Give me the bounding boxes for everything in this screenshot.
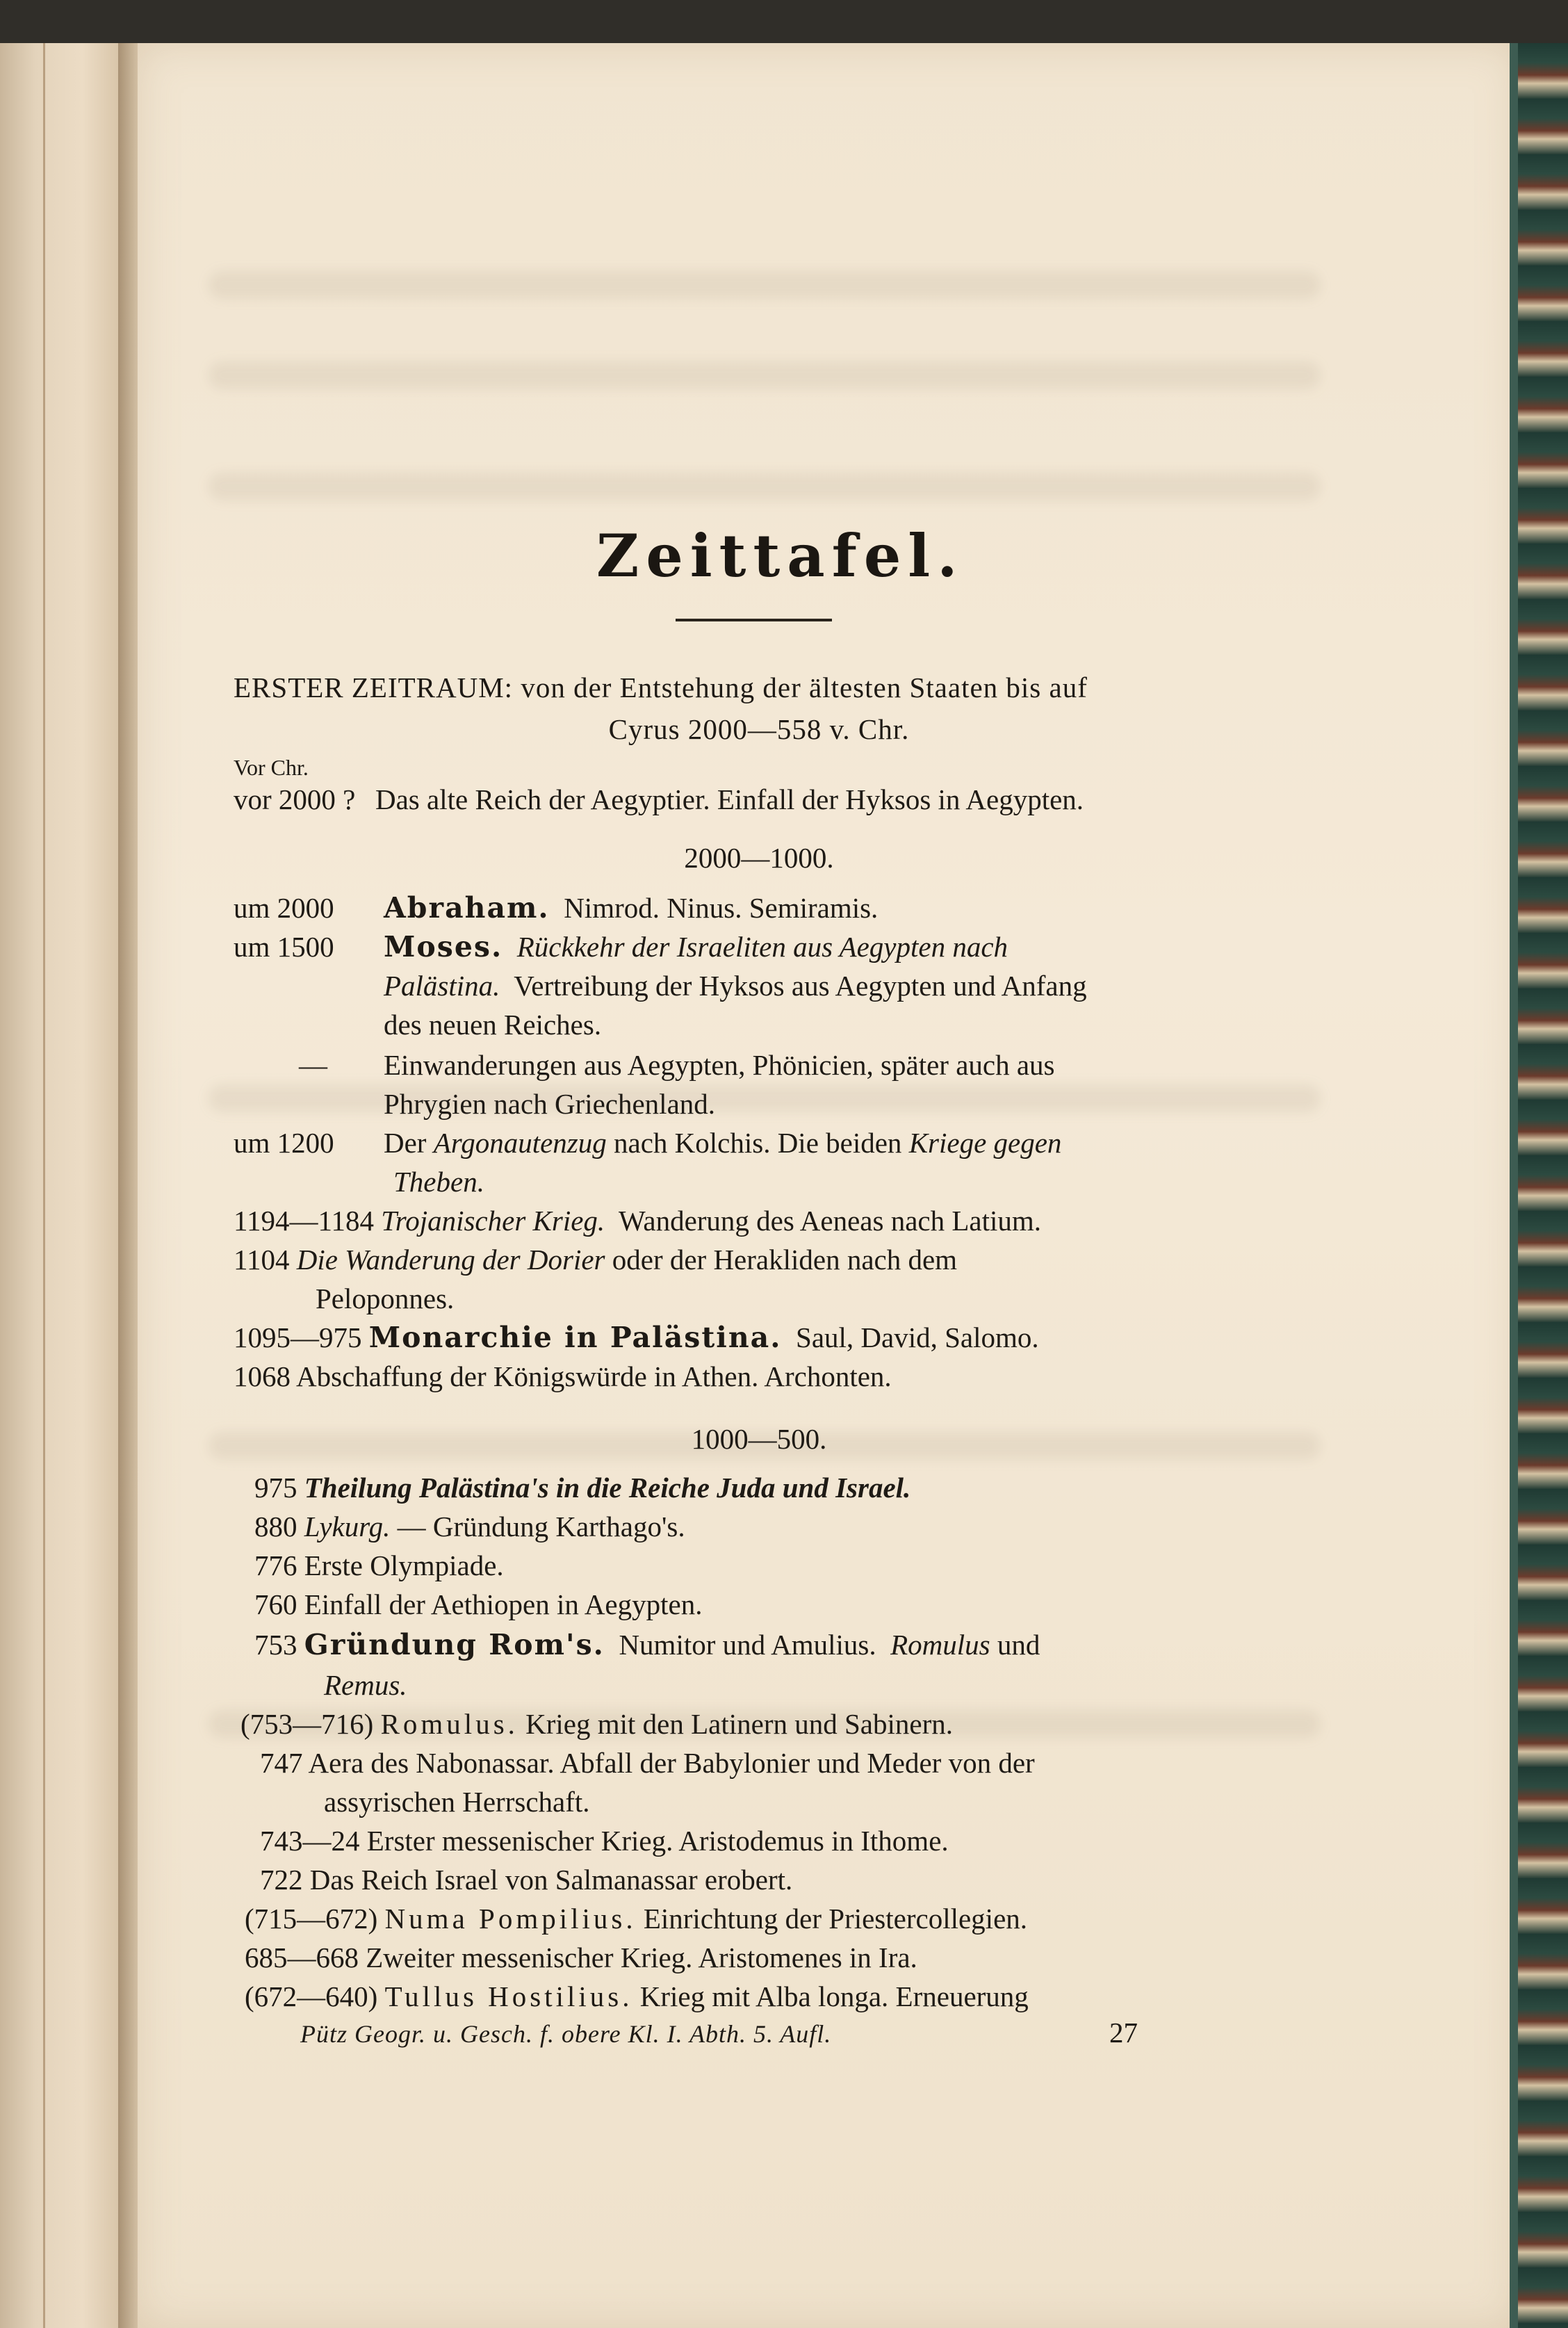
entry-line: Theben. <box>393 1166 484 1198</box>
entry-date: 880 <box>254 1511 297 1542</box>
entry-text: — Gründung Karthago's. <box>397 1511 685 1542</box>
entry-line <box>384 968 1087 1004</box>
entry-line: Phrygien nach Griechenland. <box>384 1088 716 1120</box>
entry-date: 1095—975 <box>234 1321 362 1353</box>
entry-line <box>254 1627 1040 1663</box>
entry-italic: Palästina. <box>384 970 500 1002</box>
entry-date: 685—668 <box>245 1942 359 1973</box>
entry-text: Abschaffung der Königswürde in Athen. Archonten. <box>296 1360 892 1392</box>
entry-italic: Romulus <box>890 1629 990 1661</box>
bleed-through <box>209 361 1321 389</box>
entry-text: nach Kolchis. Die beiden <box>614 1127 902 1159</box>
entry-date: um 1200 <box>234 1127 334 1159</box>
section-heading: 2000—1000. <box>684 842 834 874</box>
entry-line <box>254 1586 702 1622</box>
entry-date: 760 <box>254 1588 297 1620</box>
entry-line <box>260 1823 949 1859</box>
entry-text: Erster messenischer Krieg. Aristodemus in Ithome. <box>366 1825 949 1857</box>
book-gutter <box>118 43 138 2328</box>
entry-date: 1194—1184 <box>234 1205 374 1237</box>
entry-italic: Die Wanderung der Dorier <box>296 1244 605 1276</box>
entry-text: oder der Herakliden nach dem <box>612 1244 958 1276</box>
entry-text: Einrichtung der Priestercollegien. <box>643 1903 1028 1935</box>
entry-bold: Gründung Rom's. <box>304 1628 605 1661</box>
entry-text: Wanderung des Aeneas nach Latium. <box>618 1205 1042 1237</box>
section-heading: 1000—500. <box>691 1423 827 1455</box>
footer-signature: Pütz Geogr. u. Gesch. f. obere Kl. I. Abth. 5. Aufl. <box>300 2020 832 2048</box>
page-title: Zeittafel. <box>596 521 965 590</box>
entry-date: 743—24 <box>260 1825 360 1857</box>
entry-line: des neuen Reiches. <box>384 1009 602 1041</box>
entry-date: 1068 <box>234 1360 291 1392</box>
page-number: 27 <box>1109 2017 1138 2049</box>
entry-text: Saul, David, Salomo. <box>796 1321 1039 1353</box>
period-heading-line1 <box>234 669 1284 706</box>
entry-line <box>254 1470 910 1506</box>
entry-line: Peloponnes. <box>316 1283 455 1314</box>
entry-line <box>234 1319 1039 1356</box>
entry-line <box>245 1978 1029 2014</box>
entry-line <box>260 1862 792 1898</box>
entry-italic: Theilung Palästina's in die Reiche Juda und Israel. <box>304 1472 911 1504</box>
entry-date: 753 <box>254 1629 297 1661</box>
entry-line <box>384 890 878 926</box>
entry-line <box>234 1242 957 1278</box>
entry-text: und <box>997 1629 1040 1661</box>
entry-date: 776 <box>254 1549 297 1581</box>
entry-line <box>245 1900 1027 1937</box>
book-spine <box>1518 43 1568 2328</box>
entry-line <box>260 1745 1035 1781</box>
entry-date: um 1500 <box>234 931 334 963</box>
entry-line: Remus. <box>324 1669 407 1701</box>
entry-text: Aera des Nabonassar. Abfall der Babylonier und Meder von der <box>308 1747 1035 1779</box>
entry-text: Erste Olympiade. <box>304 1549 504 1581</box>
entry-italic: Kriege gegen <box>908 1127 1062 1159</box>
entry-text: Zweiter messenischer Krieg. Aristomenes in Ira. <box>366 1942 917 1973</box>
entry-text: Einfall der Aethiopen in Aegypten. <box>304 1588 703 1620</box>
entry-date: 975 <box>254 1472 297 1504</box>
entry-date: 1104 <box>234 1244 290 1276</box>
entry-text: Krieg mit den Latinern und Sabinern. <box>525 1708 953 1740</box>
entry-text: Numitor und Amulius. <box>619 1629 876 1661</box>
entry-date: (715—672) <box>245 1903 378 1935</box>
intro-text: Das alte Reich der Aegyptier. Einfall der Hyksos in Aegypten. <box>375 783 1084 815</box>
entry-text: Der <box>384 1127 427 1159</box>
period-heading-text: ERSTER ZEITRAUM: von der Entstehung der ältesten Staaten bis auf <box>234 671 1088 703</box>
entry-line <box>384 1125 1061 1161</box>
entry-spaced: Tullus Hostilius. <box>384 1980 633 2012</box>
entry-line <box>254 1508 685 1545</box>
entry-date: (753—716) <box>240 1708 374 1740</box>
entry-spaced: Numa Pompilius. <box>384 1903 637 1935</box>
entry-italic: Lykurg. <box>304 1511 391 1542</box>
entry-date: um 2000 <box>234 892 334 924</box>
title-rule <box>676 619 832 621</box>
entry-date: — <box>299 1049 327 1081</box>
entry-spaced: Romulus. <box>380 1708 518 1740</box>
entry-text: Nimrod. Ninus. Semiramis. <box>564 892 879 924</box>
entry-line <box>234 1358 892 1394</box>
entry-line <box>234 1203 1041 1239</box>
left-page-fold <box>43 43 45 2328</box>
left-page-edge <box>0 43 118 2328</box>
entry-line <box>240 1706 953 1742</box>
entry-bold: Abraham. <box>384 891 550 925</box>
entry-italic: Trojanischer Krieg. <box>381 1205 605 1237</box>
entry-text: Krieg mit Alba longa. Erneuerung <box>639 1980 1029 2012</box>
period-heading-line2: Cyrus 2000—558 v. Chr. <box>608 713 910 745</box>
entry-bold: Monarchie in Palästina. <box>368 1321 782 1354</box>
entry-line <box>254 1547 504 1584</box>
bleed-through <box>209 473 1321 500</box>
entry-line: Einwanderungen aus Aegypten, Phönicien, später auch aus <box>384 1049 1055 1081</box>
entry-text: Das Reich Israel von Salmanassar erobert. <box>309 1864 793 1896</box>
column-label: Vor Chr. <box>234 755 309 780</box>
bleed-through <box>209 271 1321 299</box>
intro-date: vor 2000 ? <box>234 783 356 815</box>
entry-line: assyrischen Herrschaft. <box>324 1786 590 1818</box>
entry-line <box>245 1939 917 1976</box>
entry-bold: Moses. <box>384 930 503 963</box>
bleed-through <box>209 1084 1321 1112</box>
entry-text: Vertreibung der Hyksos aus Aegypten und Anfang <box>514 970 1087 1002</box>
entry-date: 722 <box>260 1864 303 1896</box>
entry-date: 747 <box>260 1747 303 1779</box>
entry-italic: Argonautenzug <box>433 1127 607 1159</box>
entry-italic: Rückkehr der Israeliten aus Aegypten nach <box>516 931 1008 963</box>
entry-date: (672—640) <box>245 1980 378 2012</box>
entry-line <box>384 929 1008 965</box>
